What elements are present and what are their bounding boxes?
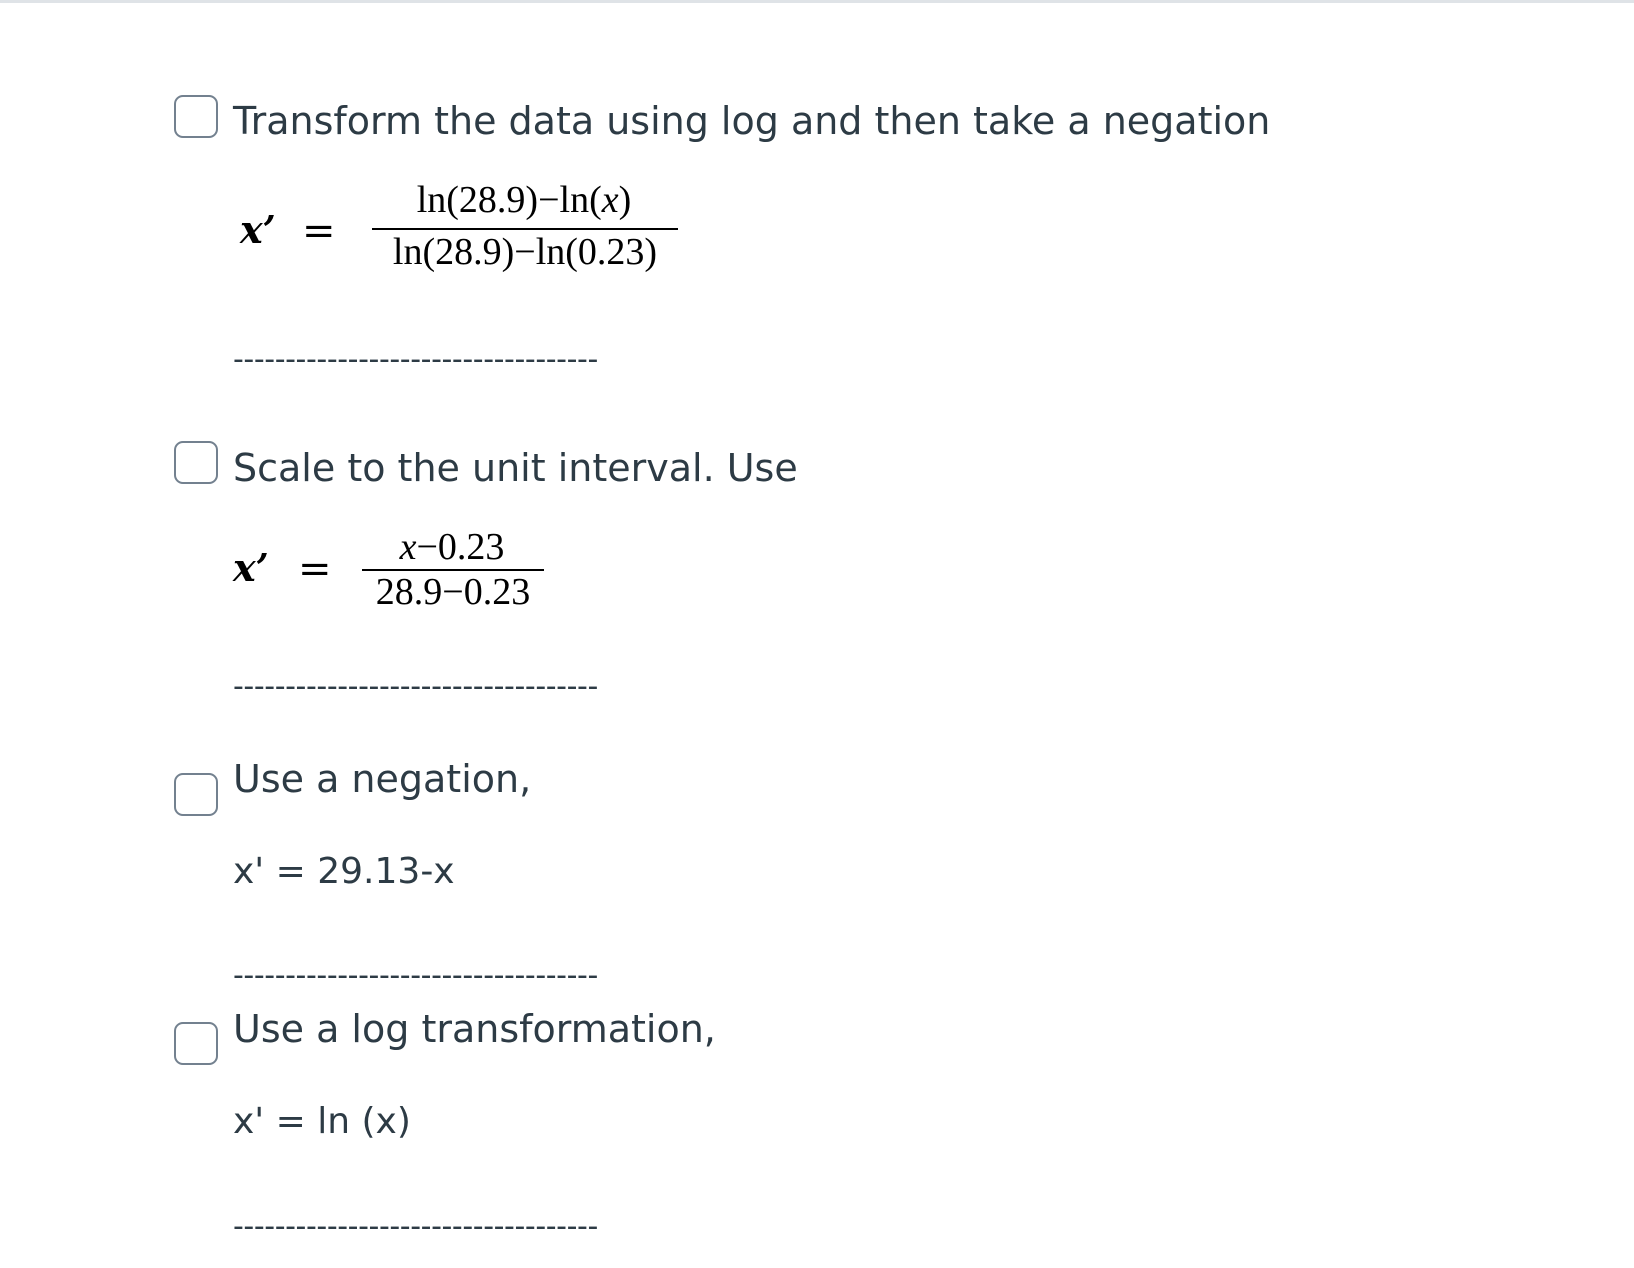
formula-equals: = <box>302 208 336 254</box>
option-4-formula: x' = ln (x) <box>233 1101 411 1142</box>
formula-numerator <box>372 178 676 222</box>
option-3-label: Use a negation, <box>233 757 532 801</box>
option-1-label: Transform the data using log and then take a negation <box>233 99 1271 143</box>
option-4-label: Use a log transformation, <box>233 1007 716 1051</box>
numerator-variable: x <box>601 179 619 221</box>
formula-lhs: x’ <box>240 207 276 252</box>
numerator-part-b: ) <box>618 179 632 221</box>
numerator-variable: x <box>399 526 417 568</box>
option-3-formula: x' = 29.13-x <box>233 851 455 892</box>
option-3-checkbox[interactable] <box>174 773 218 816</box>
option-1-checkbox[interactable] <box>174 95 218 138</box>
numerator-part-a: ln(28.9)−ln( <box>416 179 602 221</box>
option-2-checkbox[interactable] <box>174 441 218 484</box>
formula-denominator: 28.9−0.23 <box>375 571 531 613</box>
top-border <box>0 0 1634 3</box>
option-1-divider: ----------------------------------- <box>233 342 598 377</box>
option-4-divider: ----------------------------------- <box>233 1209 598 1244</box>
formula-denominator: ln(28.9)−ln(0.23) <box>392 231 658 273</box>
option-4-checkbox[interactable] <box>174 1022 218 1065</box>
formula-numerator <box>362 525 542 569</box>
numerator-part-b: −0.23 <box>416 526 505 568</box>
option-2-label: Scale to the unit interval. Use <box>233 446 798 490</box>
option-3-divider: ----------------------------------- <box>233 958 598 993</box>
formula-lhs: x’ <box>233 545 269 590</box>
option-2-divider: ----------------------------------- <box>233 669 598 704</box>
formula-equals: = <box>298 546 332 592</box>
